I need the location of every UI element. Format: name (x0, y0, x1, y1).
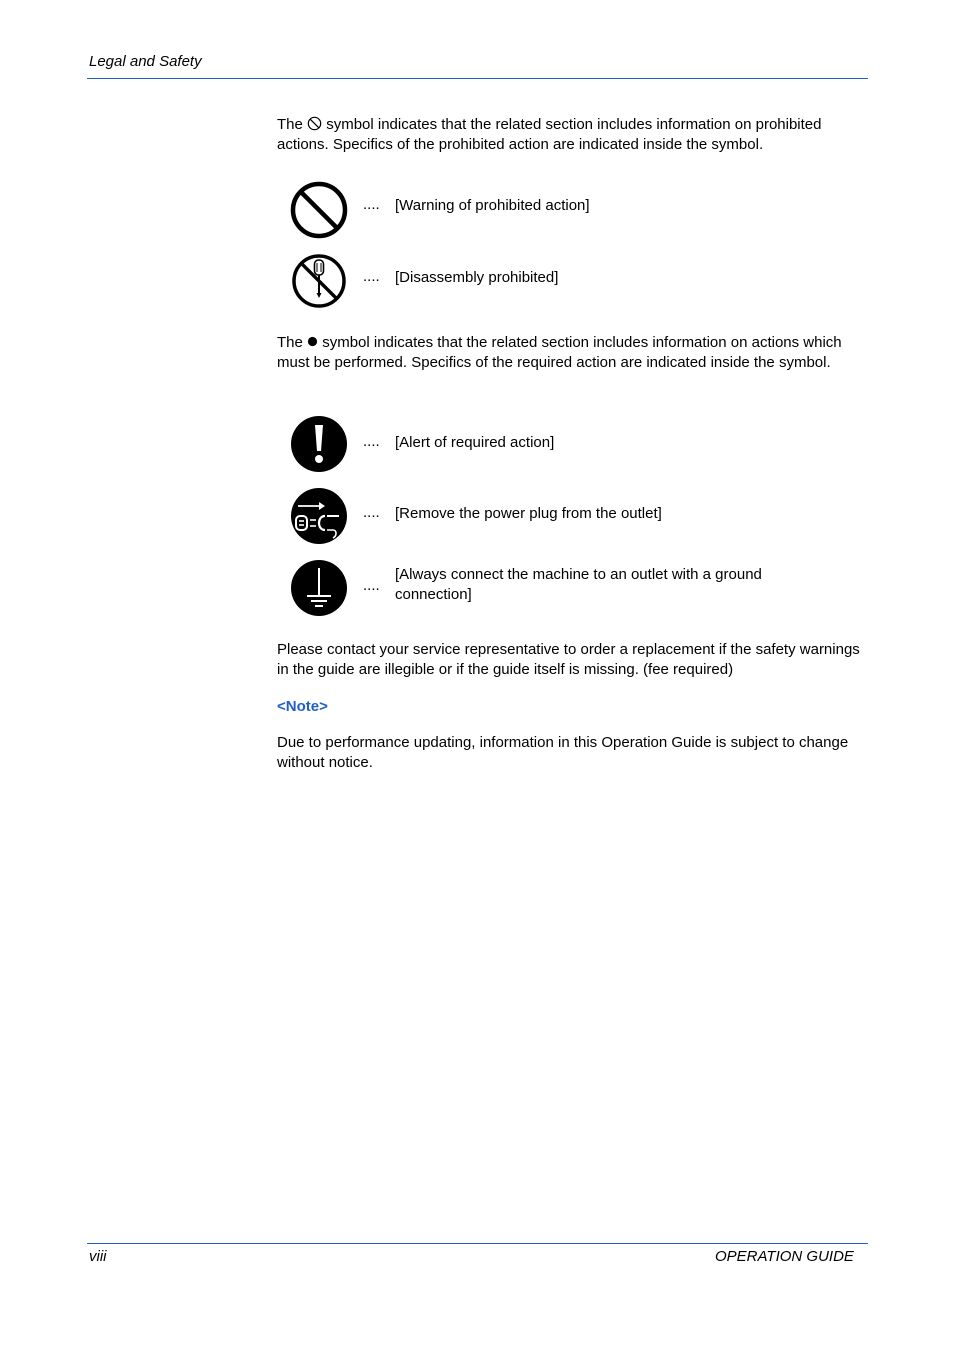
prohibited-icon (289, 180, 349, 240)
required-dots-3: .... (363, 577, 380, 594)
prohibited-intro-lead: The (277, 116, 303, 133)
prohibited-dots-1: .... (363, 196, 380, 213)
required-dots-1: .... (363, 433, 380, 450)
prohibited-intro-paragraph (277, 115, 867, 154)
prohibited-label-2: [Disassembly prohibited] (395, 269, 559, 286)
required-intro-body: symbol indicates that the related section includes information on actions which must be performed. Specifics of the required action are indicated inside the symbol. (277, 334, 842, 371)
header-divider (87, 78, 868, 79)
contact-paragraph (277, 640, 867, 679)
contact-text: Please contact your service representative to order a replacement if the safety warnings in the guide are illegible or if the guide itself is missing. (fee required) (277, 641, 860, 678)
running-header: Legal and Safety (89, 53, 202, 70)
prohibited-intro-body: symbol indicates that the related section includes information on prohibited actions. Specifics of the prohibited action are indicated inside the symbol. (277, 116, 822, 153)
footer-divider (87, 1243, 868, 1244)
remove-plug-icon (289, 486, 349, 546)
required-inline-icon (307, 336, 318, 347)
required-intro-lead: The (277, 334, 303, 351)
guide-name: OPERATION GUIDE (715, 1248, 854, 1265)
required-label-1: [Alert of required action] (395, 434, 555, 451)
note-paragraph (277, 733, 867, 772)
required-dots-2: .... (363, 504, 380, 521)
prohibited-inline-icon (307, 116, 322, 131)
note-heading: <Note> (277, 698, 328, 715)
prohibited-label-1: [Warning of prohibited action] (395, 197, 590, 214)
disassembly-prohibited-icon (289, 251, 349, 311)
alert-required-icon (289, 414, 349, 474)
ground-connection-icon (289, 558, 349, 618)
page-number: viii (89, 1248, 107, 1265)
note-text: Due to performance updating, information in this Operation Guide is subject to change without notice. (277, 734, 849, 771)
required-label-2: [Remove the power plug from the outlet] (395, 505, 662, 522)
required-intro-paragraph (277, 333, 867, 372)
required-label-3: [Always connect the machine to an outlet with a ground connection] (395, 566, 762, 603)
prohibited-dots-2: .... (363, 268, 380, 285)
